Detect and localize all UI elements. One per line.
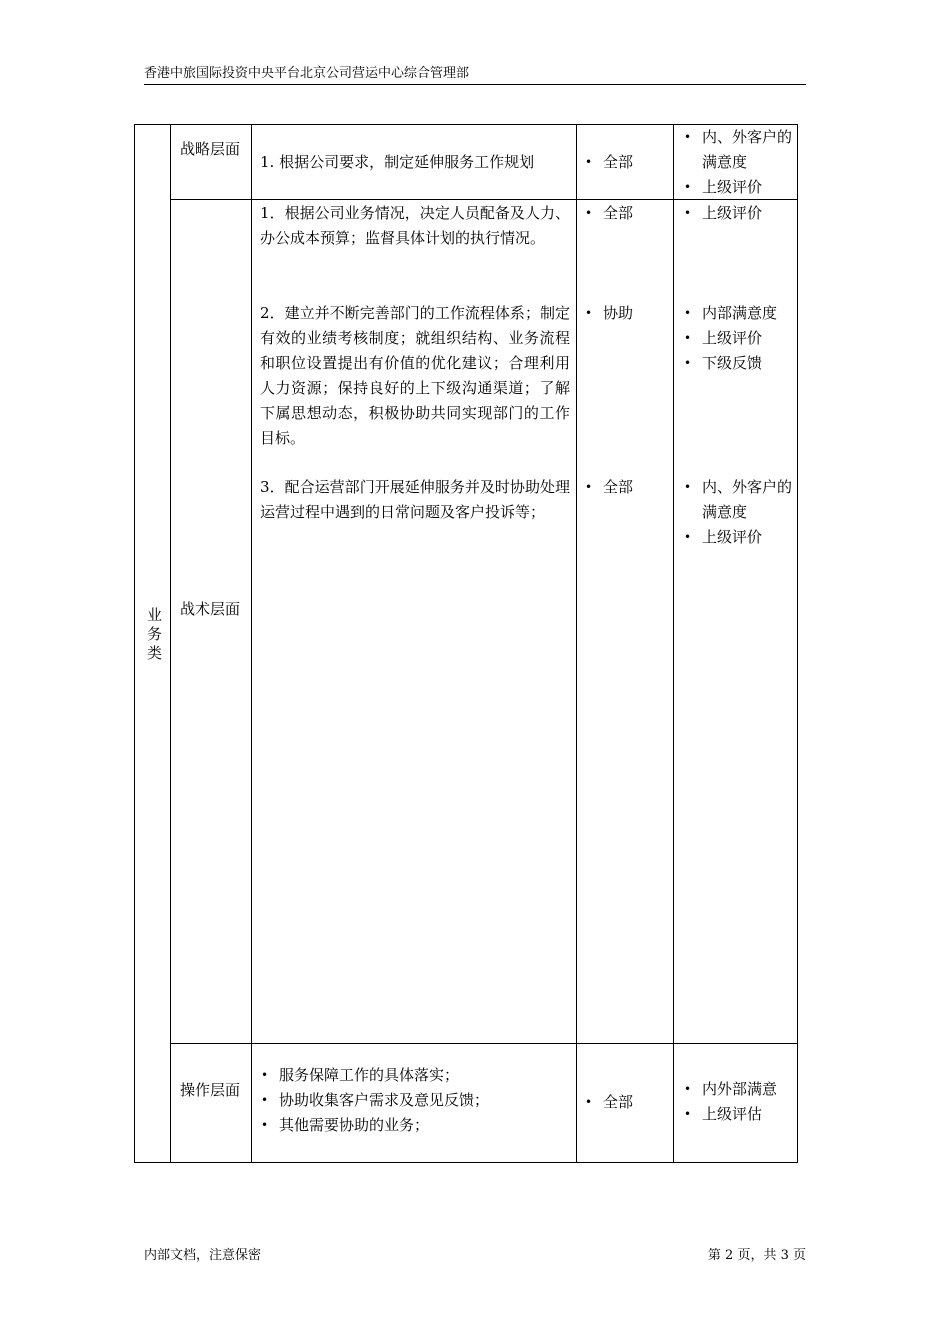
page-header bbox=[144, 64, 806, 85]
border-left bbox=[134, 124, 135, 1163]
border-col2 bbox=[251, 124, 252, 1163]
metric-item: • 内部满意度 bbox=[676, 301, 794, 326]
metric-item: • 上级评价 bbox=[676, 201, 794, 226]
metric-item: • 内、外客户的满意度 bbox=[676, 125, 794, 175]
border-col3 bbox=[576, 124, 577, 1163]
operation-metrics bbox=[676, 1077, 794, 1127]
strategy-metrics bbox=[676, 125, 794, 200]
strategy-task: 1. 根据公司要求，制定延伸服务工作规划 bbox=[260, 153, 535, 171]
border-col1 bbox=[170, 124, 171, 1163]
operation-tasks bbox=[253, 1063, 573, 1138]
tactics-metrics-2 bbox=[676, 301, 794, 376]
border-row2 bbox=[170, 1043, 798, 1044]
task-item: • 协助收集客户需求及意见反馈； bbox=[253, 1088, 573, 1113]
page-footer bbox=[144, 1246, 806, 1266]
operation-scope bbox=[577, 1090, 669, 1115]
scope-item: • 全部 bbox=[577, 1090, 669, 1115]
footer-confidential: 内部文档，注意保密 bbox=[144, 1248, 262, 1263]
tactics-metrics-3 bbox=[676, 475, 794, 550]
metric-item: • 下级反馈 bbox=[676, 351, 794, 376]
task-item: • 服务保障工作的具体落实； bbox=[253, 1063, 573, 1088]
category-cell: 业务类 bbox=[145, 607, 163, 664]
tactics-metrics-1 bbox=[676, 201, 794, 226]
strategy-level: 战略层面 bbox=[180, 140, 241, 158]
header-title: 香港中旅国际投资中央平台北京公司营运中心综合管理部 bbox=[144, 66, 470, 81]
metric-item: • 上级评估 bbox=[676, 1102, 794, 1127]
metric-item: • 上级评价 bbox=[676, 175, 794, 200]
tactics-scope-1 bbox=[577, 201, 669, 226]
operation-level: 操作层面 bbox=[180, 1081, 241, 1099]
border-right bbox=[797, 124, 798, 1163]
scope-item: • 全部 bbox=[577, 150, 669, 175]
tactics-task-2: 2．建立并不断完善部门的工作流程体系；制定有效的业绩考核制度；就组织结构、业务流程和职位设置提出有价值的优化建议；合理利用人力资源；保持良好的上下级沟通渠道；了解下属思想动态，积极协助共同实现部门的工作目标。 bbox=[260, 304, 570, 447]
border-col4 bbox=[673, 124, 674, 1163]
task-item: • 其他需要协助的业务； bbox=[253, 1113, 573, 1138]
metric-item: • 内、外客户的满意度 bbox=[676, 475, 794, 525]
scope-item: • 全部 bbox=[577, 475, 669, 500]
tactics-scope-3 bbox=[577, 475, 669, 500]
metric-item: • 上级评价 bbox=[676, 326, 794, 351]
metric-item: • 内外部满意 bbox=[676, 1077, 794, 1102]
tactics-task-1: 1．根据公司业务情况，决定人员配备及人力、办公成本预算；监督具体计划的执行情况。 bbox=[260, 204, 570, 247]
scope-item: • 协助 bbox=[577, 301, 669, 326]
metric-item: • 上级评价 bbox=[676, 525, 794, 550]
footer-page-number: 第 2 页，共 3 页 bbox=[707, 1248, 806, 1263]
scope-item: • 全部 bbox=[577, 201, 669, 226]
strategy-scope bbox=[577, 150, 669, 175]
tactics-scope-2 bbox=[577, 301, 669, 326]
border-bottom bbox=[134, 1162, 798, 1163]
tactics-level: 战术层面 bbox=[180, 600, 241, 618]
tactics-task-3: 3．配合运营部门开展延伸服务并及时协助处理运营过程中遇到的日常问题及客户投诉等； bbox=[260, 478, 570, 521]
